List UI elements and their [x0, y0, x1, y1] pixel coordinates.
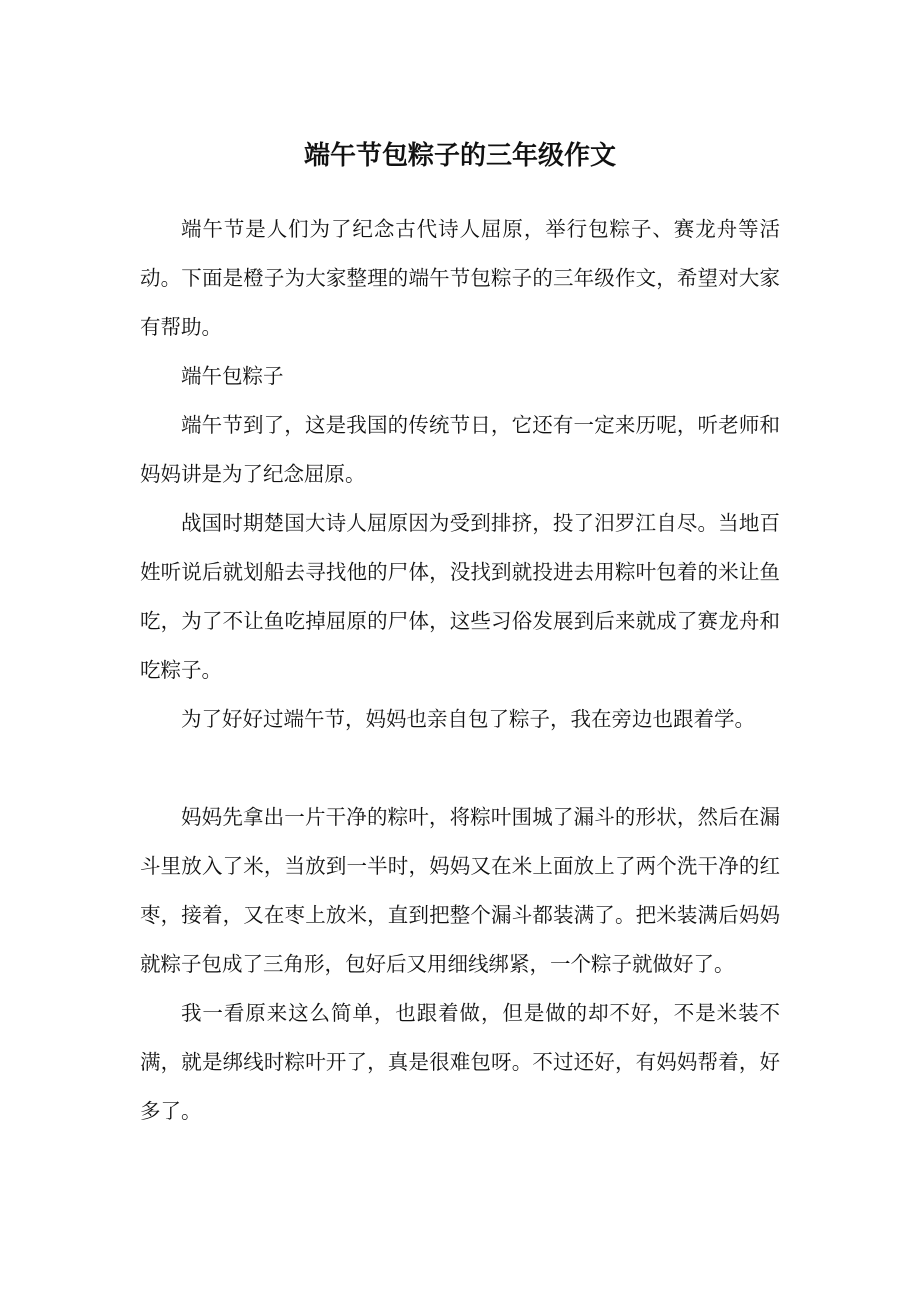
paragraph: 我一看原来这么简单，也跟着做，但是做的却不好，不是米装不满，就是绑线时粽叶开了，真是很难包呀。不过还好，有妈妈帮着，好多了。	[140, 1001, 780, 1123]
document-body	[140, 205, 780, 1136]
paragraph: 端午节到了，这是我国的传统节日，它还有一定来历呢，听老师和妈妈讲是为了纪念屈原。	[140, 413, 780, 486]
paragraph-intro: 端午节是人们为了纪念古代诗人屈原，举行包粽子、赛龙舟等活动。下面是橙子为大家整理的端午节包粽子的三年级作文，希望对大家有帮助。	[140, 217, 780, 339]
section-heading: 端午包粽子	[181, 364, 284, 388]
paragraph: 为了好好过端午节，妈妈也亲自包了粽子，我在旁边也跟着学。	[181, 707, 755, 731]
paragraph: 妈妈先拿出一片干净的粽叶，将粽叶围城了漏斗的形状，然后在漏斗里放入了米，当放到一半时，妈妈又在米上面放上了两个洗干净的红枣，接着，又在枣上放米，直到把整个漏斗都装满了。把米装满后妈妈就粽子包成了三角形，包好后又用细线绑紧，一个粽子就做好了。	[140, 805, 780, 976]
document-title: 端午节包粽子的三年级作文	[303, 141, 616, 171]
paragraph: 战国时期楚国大诗人屈原因为受到排挤，投了汨罗江自尽。当地百姓听说后就划船去寻找他的尸体，没找到就投进去用粽叶包着的米让鱼吃，为了不让鱼吃掉屈原的尸体，这些习俗发展到后来就成了赛龙舟和吃粽子。	[140, 511, 780, 682]
paragraph-gap	[140, 744, 780, 793]
